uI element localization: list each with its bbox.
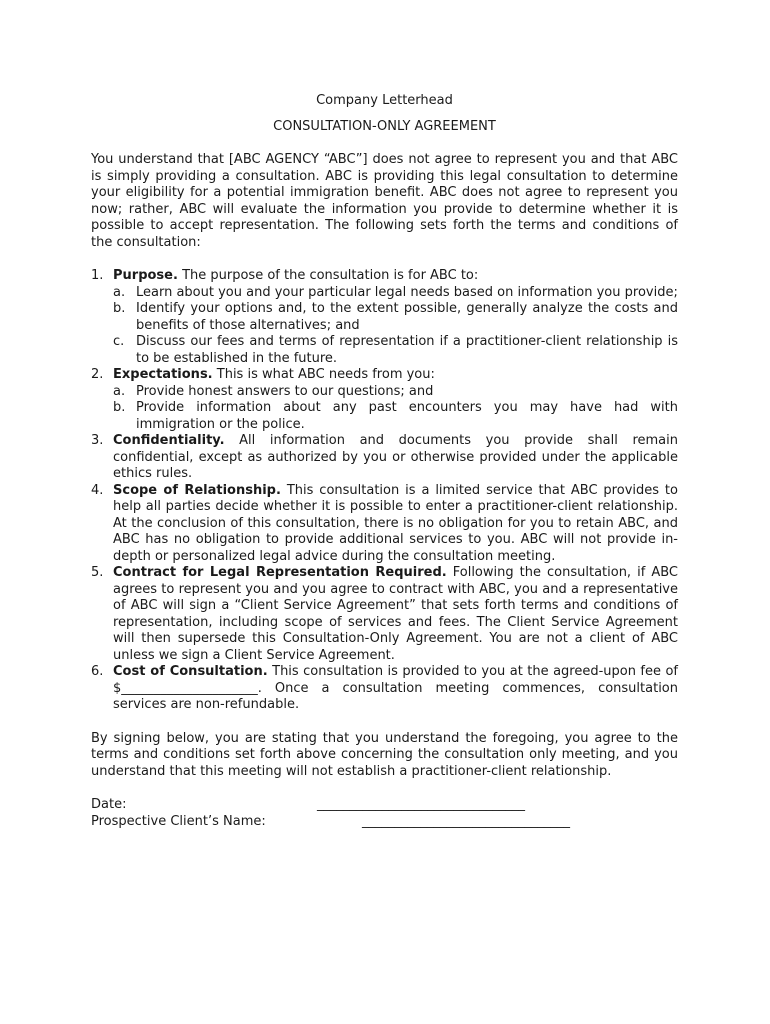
company-letterhead: Company Letterhead bbox=[316, 93, 453, 108]
item-letter: b. bbox=[113, 301, 126, 316]
section-heading: Cost of Consultation. bbox=[113, 664, 268, 679]
item-letter: a. bbox=[113, 284, 126, 300]
section-text: This consultation is provided to you at the agreed-upon fee of $_____________________. Once a consultation meeting commences, consultation services are non-refundable. bbox=[113, 664, 678, 712]
section-heading: Purpose. bbox=[113, 268, 178, 283]
list-item bbox=[113, 400, 678, 433]
date-label: Date: bbox=[91, 797, 127, 812]
section-text: Following the consultation, if ABC agrees to represent you and you agree to contract with ABC, you and a representative of ABC will sign a “Client Service Agreement” that sets forth terms and conditions of representation, including scope of services and fees. The Client Service Agreement will then supersede this Consultation-Only Agreement. You are not a client of ABC unless we sign a Client Service Agreement. bbox=[113, 565, 678, 663]
item-text: Learn about you and your particular legal needs based on information you provide; bbox=[136, 284, 678, 300]
section-purpose bbox=[91, 268, 678, 367]
list-item bbox=[113, 301, 678, 334]
section-heading: Scope of Relationship. bbox=[113, 482, 281, 498]
intro-paragraph: You understand that [ABC AGENCY “ABC”] does not agree to represent you and that ABC is simply providing a consultation. ABC is providing this legal consultation to determine your eligibility for a potential immigration benefit. ABC does not agree to represent you now; rather, ABC will evaluate the information you provide to determine whether it is possible to accept representation. The following sets forth the terms and conditions of the consultation: bbox=[91, 152, 678, 250]
client-name-label: Prospective Client’s Name: bbox=[91, 813, 266, 829]
section-number: 5. bbox=[91, 565, 104, 580]
list-item bbox=[113, 285, 678, 302]
section-contract bbox=[91, 565, 678, 664]
section-number: 2. bbox=[91, 367, 104, 382]
closing-paragraph: By signing below, you are stating that you understand the foregoing, you agree to the terms and conditions set forth above concerning the consultation only meeting, and you understand that this meeting will not establish a practitioner-client relationship. bbox=[91, 730, 678, 779]
section-number: 3. bbox=[91, 433, 104, 448]
section-text: This is what ABC needs from you: bbox=[212, 367, 435, 382]
client-name-signature-line[interactable]: ________________________________ bbox=[362, 813, 570, 829]
section-heading: Contract for Legal Representation Required. bbox=[113, 565, 447, 580]
purpose-sublist bbox=[113, 285, 678, 368]
section-heading: Expectations. bbox=[113, 367, 213, 382]
expectations-sublist bbox=[113, 384, 678, 434]
agreement-title: CONSULTATION-ONLY AGREEMENT bbox=[273, 118, 496, 134]
date-row bbox=[91, 797, 678, 814]
section-text: All information and documents you provide shall remain confidential, except as authorized by you or otherwise provided under the applicable ethics rules. bbox=[113, 433, 678, 481]
section-number: 1. bbox=[91, 268, 104, 283]
date-signature-line[interactable]: ________________________________ bbox=[317, 797, 525, 812]
item-text: Provide honest answers to our questions; and bbox=[136, 383, 434, 399]
section-heading: Confidentiality. bbox=[113, 433, 225, 448]
terms-list bbox=[91, 268, 678, 714]
item-text: Discuss our fees and terms of representation if a practitioner-client relationship is to be established in the future. bbox=[136, 334, 678, 366]
section-text: This consultation is a limited service that ABC provides to help all parties decide whether it is possible to enter a practitioner-client relationship. At the conclusion of this consultation, there is no obligation for you to retain ABC, and ABC has no obligation to provide additional services to you. ABC will not provide in-depth or personalized legal advice during the consultation meeting. bbox=[113, 482, 678, 564]
list-item bbox=[113, 334, 678, 367]
item-letter: c. bbox=[113, 334, 125, 349]
list-item bbox=[113, 384, 678, 401]
item-text: Provide information about any past encounters you may have had with immigration or the police. bbox=[136, 400, 678, 432]
section-scope bbox=[91, 483, 678, 566]
section-text: The purpose of the consultation is for ABC to: bbox=[177, 268, 479, 283]
document-page bbox=[91, 93, 678, 830]
item-letter: b. bbox=[113, 400, 126, 415]
section-expectations bbox=[91, 367, 678, 433]
client-name-row bbox=[91, 814, 678, 831]
item-text: Identify your options and, to the extent possible, generally analyze the costs and benefits of those alternatives; and bbox=[136, 301, 678, 333]
item-letter: a. bbox=[113, 383, 126, 399]
section-number: 4. bbox=[91, 482, 104, 498]
section-cost bbox=[91, 664, 678, 714]
section-confidentiality bbox=[91, 433, 678, 483]
section-number: 6. bbox=[91, 664, 104, 679]
